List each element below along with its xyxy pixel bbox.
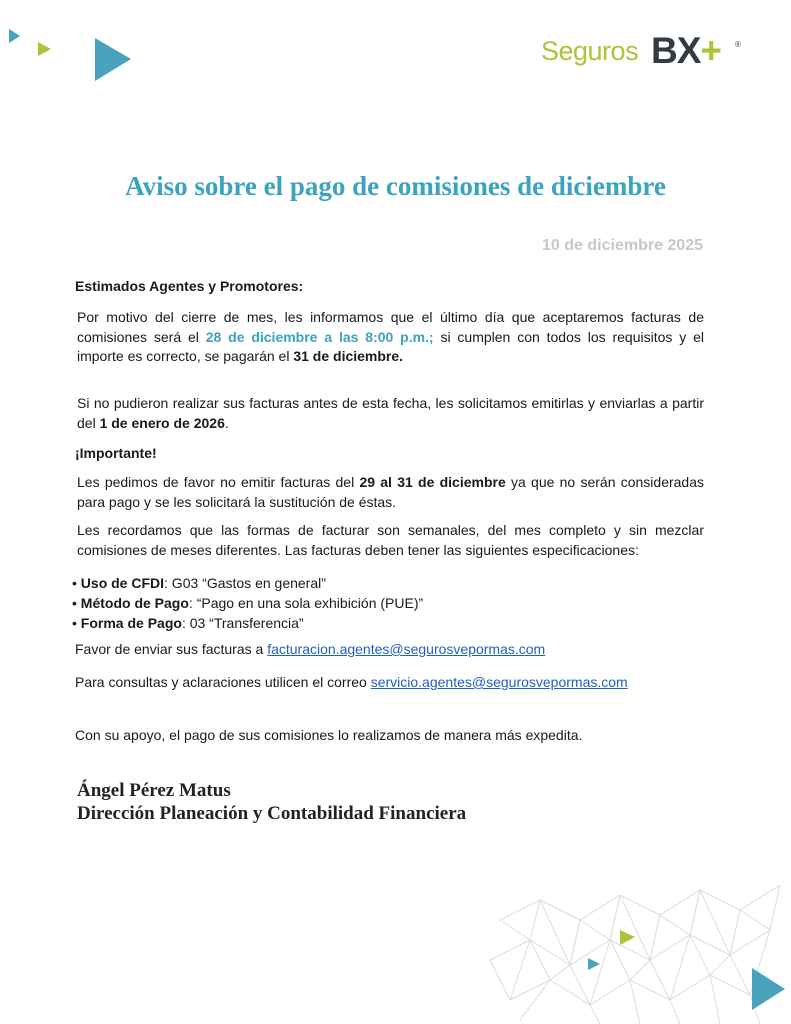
paragraph-invoice-rules: Les recordamos que las formas de facturar son semanales, del mes completo y sin mezclar comisiones de meses diferentes. Las facturas deben tener las siguientes especificaciones: (77, 522, 704, 558)
mesh-triangle-teal-small (588, 958, 600, 970)
brand-mark-bx: BX (651, 30, 701, 71)
p1-text-a: Por motivo del cierre de mes, les informamos que el último día que aceptaremos facturas de comisiones será el (77, 309, 704, 345)
signature-name: Ángel Pérez Matus (77, 780, 231, 801)
send-text: Favor de enviar sus facturas a (75, 641, 268, 657)
header-triangles-decoration (0, 0, 140, 90)
payment-date: 31 de diciembre. (293, 348, 404, 364)
spec-value: 03 “Transferencia” (185, 615, 304, 631)
brand-logo-mark (651, 30, 721, 72)
spec-item-forma: • Forma de Pago: 03 “Transferencia” (72, 615, 304, 631)
p2-text-a: Si no pudieron realizar sus facturas antes de esta fecha, les solicitamos emitirlas y enviarlas a partir del (77, 395, 704, 431)
p1-text-b: si cumplen con todos los requisitos y el importe es correcto, se pagarán el (77, 328, 704, 364)
small-triangle-teal (9, 29, 20, 43)
deadline-highlight: 28 de diciembre a las 8:00 p.m.; (205, 328, 434, 345)
closing-line: Con su apoyo, el pago de sus comisiones lo realizamos de manera más expedita. (75, 727, 583, 743)
mesh-triangle-green (620, 930, 635, 945)
spec-item-metodo: • Método de Pago: “Pago en una sola exhibición (PUE)” (72, 595, 424, 611)
spec-item-cfdi: • Uso de CFDI: G03 “Gastos en general” (72, 575, 326, 591)
billing-email-link[interactable]: facturacion.agentes@segurosvepormas.com (267, 641, 546, 657)
p3-text-a: Les pedimos de favor no emitir facturas del (77, 474, 360, 490)
spec-value: “Pago en una sola exhibición (PUE)” (192, 595, 424, 611)
spec-value: G03 “Gastos en general” (167, 575, 326, 591)
spec-label: Método de Pago (80, 595, 189, 611)
mesh-lines (490, 885, 780, 1024)
page-title: Aviso sobre el pago de comisiones de diciembre (125, 171, 666, 201)
spec-label: Forma de Pago (80, 615, 182, 631)
paragraph-blocked-dates (77, 473, 704, 512)
send-invoices-line (75, 641, 545, 657)
large-triangle-teal (95, 38, 131, 81)
blocked-dates: 29 al 31 de diciembre (359, 474, 506, 490)
contact-line (75, 674, 628, 690)
mesh-triangle-teal-large (752, 968, 785, 1010)
spec-label: Uso de CFDI (80, 575, 165, 591)
p3-text-b: ya que no serán consideradas para pago y se les solicitará la sustitución de éstas. (77, 474, 705, 510)
service-email-link[interactable]: servicio.agentes@segurosvepormas.com (370, 674, 628, 690)
brand-logo-word: Seguros (541, 36, 639, 66)
paragraph-late-invoices (77, 394, 704, 433)
footer-mesh-decoration (480, 870, 791, 1024)
signature-department: Dirección Planeación y Contabilidad Financiera (77, 803, 467, 824)
january-date: 1 de enero de 2026 (99, 414, 225, 431)
important-heading: ¡Importante! (75, 445, 157, 461)
greeting: Estimados Agentes y Promotores: (75, 278, 304, 294)
registered-mark: ® (735, 40, 741, 49)
paragraph-deadline (77, 308, 704, 367)
contact-text: Para consultas y aclaraciones utilicen el correo (75, 674, 371, 690)
brand-mark-plus: + (700, 30, 722, 71)
invoice-specs-list (72, 573, 423, 633)
p2-text-b: . (224, 414, 229, 431)
small-triangle-green (38, 42, 51, 56)
notice-date: 10 de diciembre 2025 (542, 237, 703, 254)
